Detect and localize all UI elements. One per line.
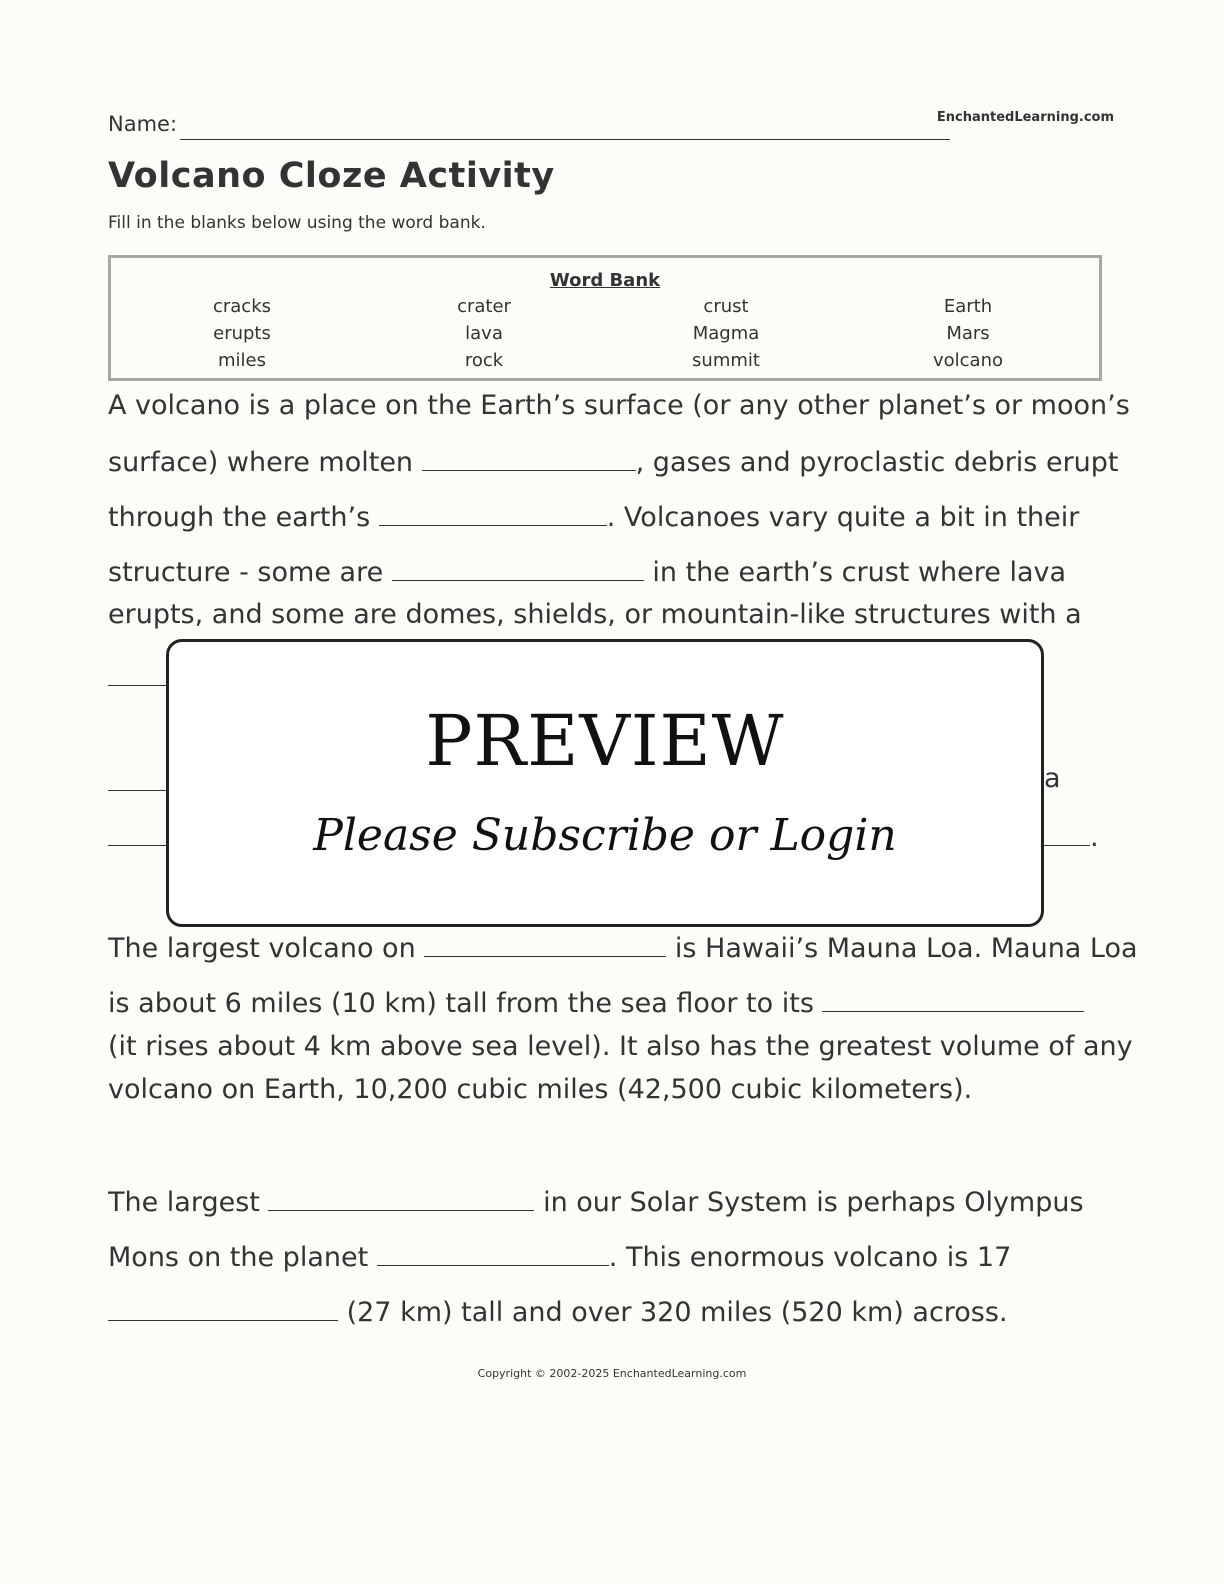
blank-line[interactable] [392,553,644,581]
text-line [108,498,1079,533]
text: , gases and pyroclastic debris erupt [635,447,1119,478]
word-bank-item: Mars [946,323,990,344]
text-line [108,929,1138,964]
text: is Hawaii’s Mauna Loa. Mauna Loa [674,933,1138,964]
word-bank-title: Word Bank [549,270,661,291]
text-line [108,443,1119,478]
preview-subtitle[interactable]: Please Subscribe or Login [313,810,897,861]
text: is about 6 miles (10 km) tall from the sea floor to its [108,988,814,1019]
text: structure - some are [108,557,384,588]
preview-title: PREVIEW [425,700,785,782]
text: . [1090,822,1099,853]
name-row [108,110,1114,142]
site-logo: EnchantedLearning.com [936,110,1114,125]
text: through the earth’s [108,502,371,533]
text-line [108,984,1084,1019]
word-bank-item: lava [465,323,503,344]
name-line [180,139,950,140]
word-bank-item: Earth [943,296,993,317]
text: in our Solar System is perhaps Olympus [543,1187,1084,1218]
blank-line[interactable] [268,1183,534,1211]
text: . Volcanoes vary quite a bit in their [606,502,1080,533]
blank-line[interactable] [108,1293,338,1321]
word-bank-item: erupts [213,323,271,344]
text-line [108,599,1082,630]
word-bank-item: miles [218,350,266,371]
text: (27 km) tall and over 320 miles (520 km) across. [346,1297,1008,1328]
text: a [1044,763,1061,794]
text: volcano on Earth, 10,200 cubic miles (42,500 cubic kilometers). [108,1074,973,1105]
word-bank [108,255,1102,381]
blank-line[interactable] [377,1238,609,1266]
word-bank-item: crater [457,296,511,317]
text-line [108,1074,972,1105]
text-line [108,390,1130,421]
text: (it rises about 4 km above sea level). It also has the greatest volume of any [108,1031,1133,1062]
page-title: Volcano Cloze Activity [108,156,555,196]
word-bank-item: Magma [692,323,760,344]
text-fragment [1044,763,1061,794]
word-bank-item: crust [703,296,749,317]
blank-line[interactable] [379,498,607,526]
text-line [108,553,1066,588]
instructions: Fill in the blanks below using the word bank. [108,213,486,233]
text-line [108,1183,1084,1218]
word-bank-item: cracks [212,296,272,317]
copyright: Copyright © 2002-2025 EnchantedLearning.com [477,1367,747,1380]
blank-line[interactable] [424,929,666,957]
text: in the earth’s crust where lava [652,557,1067,588]
text-line [108,1031,1133,1062]
preview-overlay[interactable] [166,639,1044,927]
text: The largest [108,1187,260,1218]
word-bank-item: rock [464,350,504,371]
word-grid [121,296,1089,377]
text-line [108,1238,1011,1273]
blank-line[interactable] [422,443,636,471]
text-line [108,1293,1008,1328]
text: . This enormous volcano is 17 [608,1242,1012,1273]
text: The largest volcano on [108,933,416,964]
text: A volcano is a place on the Earth’s surface (or any other planet’s or moon’s [108,390,1130,421]
text: erupts, and some are domes, shields, or mountain-like structures with a [108,599,1082,630]
text: Mons on the planet [108,1242,369,1273]
word-bank-item: summit [692,350,760,371]
text: surface) where molten [108,447,414,478]
blank-line[interactable] [822,984,1084,1012]
word-bank-item: volcano [932,350,1003,371]
name-label: Name: [108,112,178,136]
